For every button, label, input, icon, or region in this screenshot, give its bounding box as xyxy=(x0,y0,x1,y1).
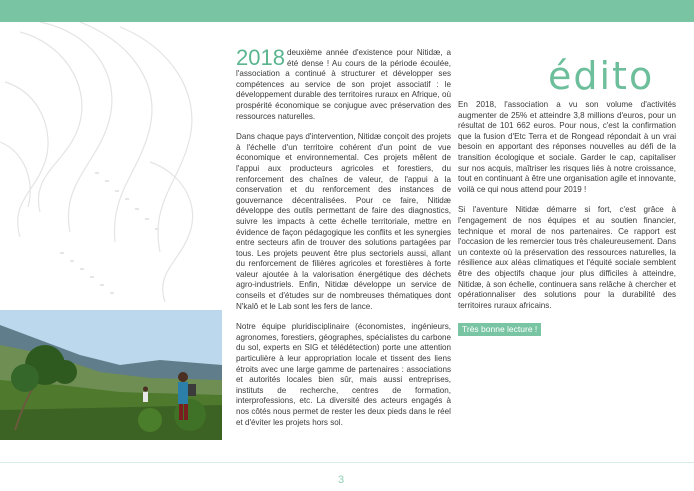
page-number: 3 xyxy=(338,474,345,486)
edito-title: édito xyxy=(548,54,655,98)
intro-column xyxy=(236,45,451,438)
footer-divider xyxy=(0,462,694,463)
year-heading: 2018 xyxy=(236,45,285,70)
edito-column xyxy=(458,100,676,336)
closing-greeting: Très bonne lecture ! xyxy=(458,323,541,336)
intro-paragraph-2: Dans chaque pays d'intervention, Nitidæ conçoit des projets à l'échelle d'un territoire cohérent d'un point de vue économique et environnemental. Ces projets mêlent de l'appui aux producteurs agricoles et forestiers, du renforcement des chaînes de valeur, de l'appui à la conservation et du renforcement des instances de gouvernance décentralisées. Pour ce faire, Nitidæ développe des outils permettant de faire des diagnostics, suivre les impacts à cette échelle territoriale, mettre en évidence de façon pédagogique les conflits et les synergies entre secteurs afin de trouver des solutions partagées par tous. Les projets peuvent être plus sectoriels aussi, allant du renforcement de filières agricoles et forestières à forte valeur ajoutée à la valorisation énergétique des déchets agro-industriels. Enfin, Nitidæ développe un service de conseils et d'études sur de nombreuses thématiques dont N'kalô et le Lab sont les fers de lance. xyxy=(236,132,451,311)
edito-paragraph-2: Si l'aventure Nitidæ démarre si fort, c'est grâce à l'engagement de nos équipes et au soutien financier, technique et moral de nos partenaires. Ce rapport est l'occasion de les remercier tous très chaleureusement. Dans un contexte où la préservation des ressources naturelles, la résilience aux aléas climatiques et l'équité sociale semblent être des objectifs chaque jour plus difficiles à atteindre, Nitidæ, à son échelle, continuera sans relâche à chercher et opérationnaliser des solutions pour la durabilité des territoires ruraux africains. xyxy=(458,205,676,310)
landscape-photo xyxy=(0,310,222,440)
intro-paragraph-3: Notre équipe pluridisciplinaire (économistes, ingénieurs, agronomes, forestiers, géographes, spécialistes du carbone du sol, experts en SIG et télédétection) porte une attention particulière à leur appropriation locale et tissent des liens étroits avec une large gamme de partenaires : associations et autorités locales bien sûr, mais aussi entreprises, instituts de recherche, centres de formation, interprofessions, etc. La diversité des acteurs engagés à nos côtés nous permet de rester les deux pieds dans le réel et d'éviter les projets hors sol. xyxy=(236,322,451,427)
top-accent-bar xyxy=(0,0,694,22)
intro-paragraph-1: 2018 deuxième année d'existence pour Nitidæ, a été dense ! Au cours de la période écoulée, l'association a continué à structurer et développer ses compétences au service de son projet associatif : le développement durable des territoires ruraux en Afrique, où prospérité économique se conjugue avec préservation des ressources naturelles. xyxy=(236,45,451,121)
edito-paragraph-1: En 2018, l'association a vu son volume d'activités augmenter de 25% et atteindre 3,8 millions d'euros, pour un résultat de 101 662 euros. Pour nous, c'est la confirmation que la fusion d'Etc Terra et de Rongead répondait à un vrai besoin en apportant des réponses nouvelles au défi de la transition écologique et sociale. Garder le cap, capitaliser sur nos acquis, maîtriser les risques liés à notre croissance, tout en continuant à être une organisation agile et innovante, voilà ce qui nous attend pour 2019 ! xyxy=(458,100,676,194)
decorative-line-art xyxy=(0,22,230,312)
